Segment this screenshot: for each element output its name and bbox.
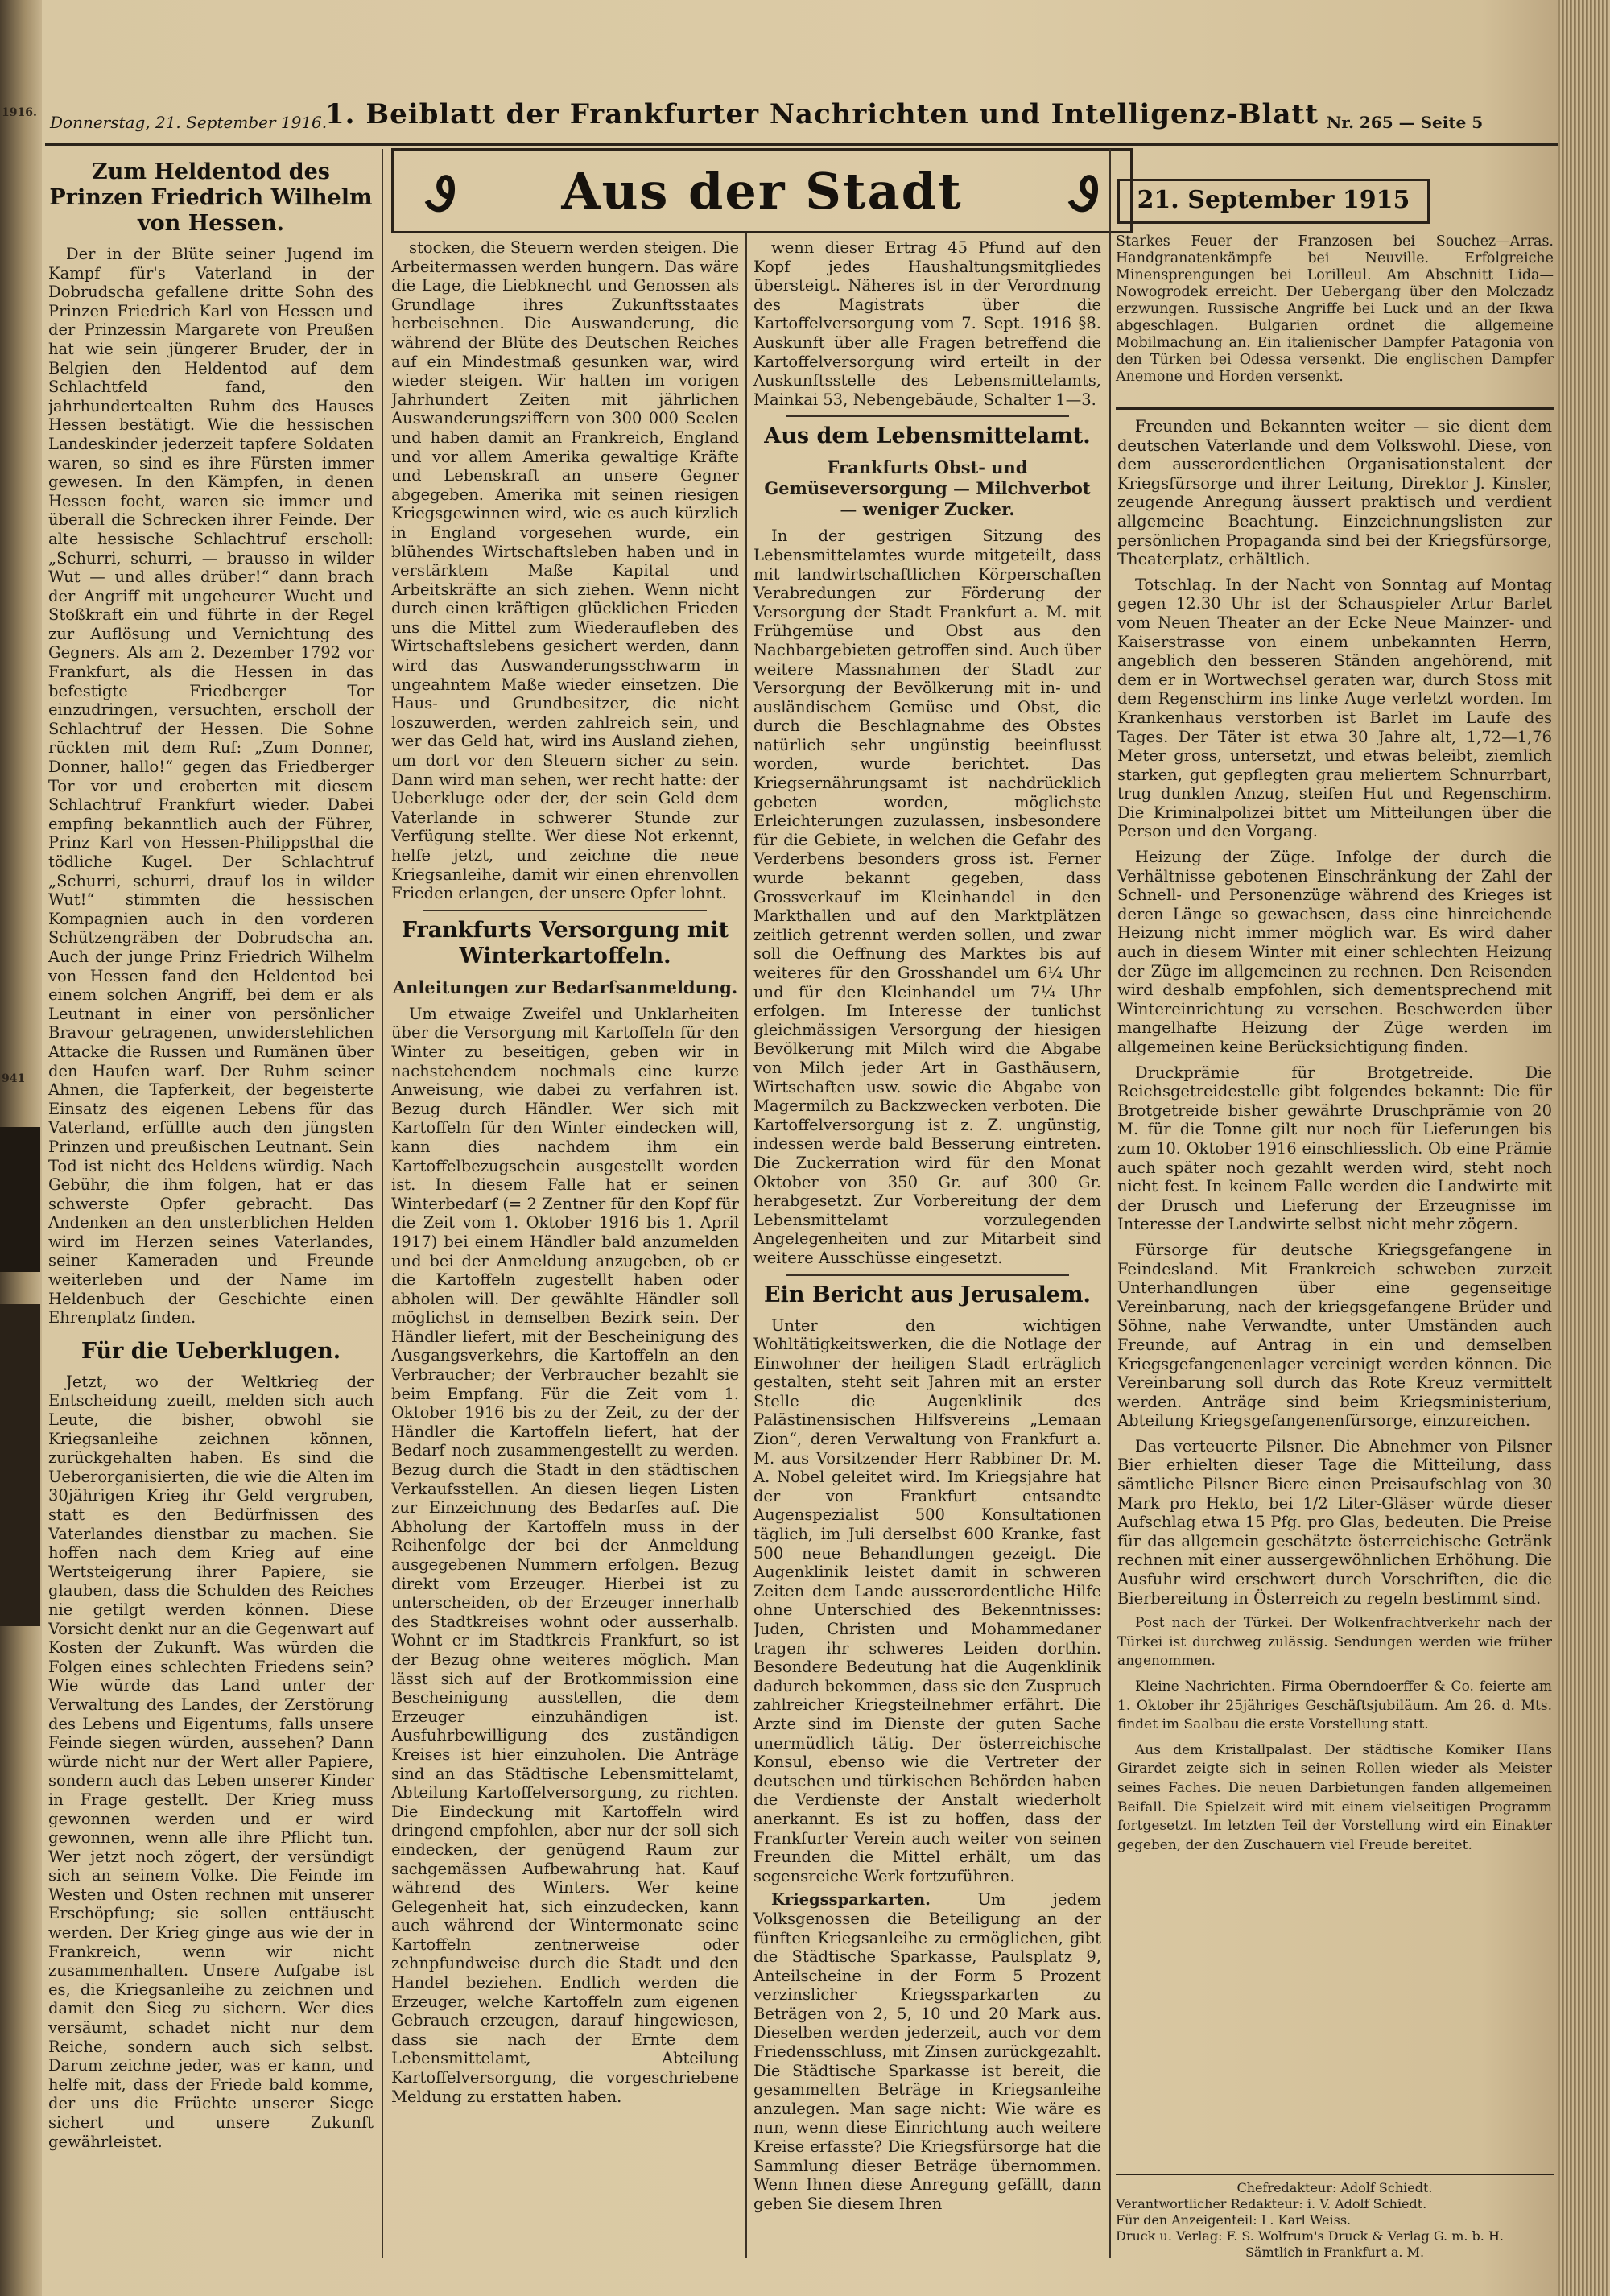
article-body: Um jedem Volksgenossen die Beteiligung an der fünften Kriegsanleihe zu ermöglichen, gibt die Städtische Sparkasse, Paulsplatz 9, Anteilscheine in der Form 5 Prozent verzinslicher Kriegssparkarten zu Beträgen von 2, 5, 10 und 20 Mark aus. Dieselben werden jederzeit, auch vor dem Friedensschluss, mit Zinsen zurückgezahlt. Die Städtische Sparkasse ist bereit, die gesammelten Beträge in Kriegsanleihe anzulegen. Man sage nicht: Wie wäre es nun, wenn diese Einrichtung auch weitere Kreise erfasste? Die Kriegsfürsorge hat die Sammlung dieser Beträge übernommen. Wenn Ihnen diese Anregung gefällt, dann geben Sie diesem Ihren bbox=[753, 1890, 1101, 2213]
edge-ref: 941 bbox=[2, 1072, 26, 1085]
imprint-rule bbox=[1116, 2174, 1554, 2175]
calendar-text: Starkes Feuer der Franzosen bei Souchez—Arras. Handgranatenkämpfe bei Neuville. Erfolgreiche Minensprengungen bei Lorilleul. Am Abschnitt Lida—Nowogrodek erreicht. Der Uebergang über den Molczadz erzwungen. Russische Angriffe bei Luck und an der Ikwa abgeschlagen. Bulgarien ordnet die allgemeine Mobilmachung an. Ein italienischer Dampfer Patagonia von den Türken bei Odessa versenkt. Die englischen Dampfer Anemone und Horden versenkt. bbox=[1116, 233, 1554, 385]
news-item: Fürsorge für deutsche Kriegsgefangene in Feindesland. Mit Frankreich schweben zurzeit Unterhandlungen über eine gegenseitige Vereinbarung, nach der kriegsgefangene Brüder und Söhne, nahe Verwandte, unter Umständen auch Freunde, auf Antrag in ein und demselben Kriegsgefangenenlager vereinigt werden können. Die Vereinbarung soll durch das Rote Kreuz vermittelt werden. Anträge sind beim Kriegsministerium, Abteilung Kriegsgefangenenfürsorge, einzureichen. bbox=[1117, 1240, 1552, 1431]
page-stack-edge bbox=[1558, 0, 1610, 2296]
ornament-icon: Ꮽ bbox=[426, 167, 456, 221]
article-body: Der in der Blüte seiner Jugend im Kampf für's Vaterland in der Dobrudscha gefallene dritte Sohn des Prinzen Friedrich Karl von Hessen und der Prinzessin Margarete von Preußen hat wie sein jüngerer Bruder, der in Belgien den Heldentod auf dem Schlachtfeld fand, den jahrhundertealten Ruhm des Hauses Hessen bestätigt. Wie die hessischen Landeskinder jederzeit tapfere Soldaten waren, so sind es ihre Fürsten immer gewesen. In den Kämpfen, in denen Hessen focht, waren sie immer und überall die Schrecken ihrer Feinde. Der alte hessische Schlachtruf erscholl: „Schurri, schurri, — brausso in wilder Wut — und alles drüber!“ dann brach der Angriff mit ungeheurer Wucht und Stoßkraft ein und führte in der Regel zur Auflösung und Vernichtung des Gegners. Als am 2. Dezember 1792 vor Frankfurt, als die Hessen in das befestigte Friedberger Tor einzudringen, versuchten, erscholl der Schlachtruf der Hessen. Die Sohne rückten mit dem Ruf: „Zum Donner, Donner, hallo!“ gegen das Friedberger Tor vor und eroberten mit diesem Schlachtruf Frankfurt wieder. Dabei empfing bekanntlich auch der Führer, Prinz Karl von Hessen-Philippsthal die tödliche Kugel. Der Schlachtruf „Schurri, schurri, drauf los in wilder Wut!“ stimmten die hessischen Kompagnien auch in den vorderen Schützengräben der Dobrudscha an. Auch der junge Prinz Friedrich Wilhelm von Hessen fand den Heldentod bei einem solchen Angriff, bei dem er als Leutnant in einer von persönlicher Bravour getragenen, unwiderstehlichen Attacke die Russen und Rumänen über den Haufen warf. Der Ruhm seiner Ahnen, die Tapferkeit, der begeisterte Einsatz des eigenen Lebens für das Vaterland, erfüllte auch den jüngsten Prinzen und preußischen Leutnant. Sein Tod ist nicht des Heldens würdig. Nach Gebühr, die ihm folgen, hat er das schwerste Opfer gebracht. Das Andenken an den unsterblichen Helden wird im Herzen seines Vaterlandes, seiner Kameraden und Freunde weiterleben und der Name im Heldenbuch der Geschichte einen Ehrenplatz finden. bbox=[48, 245, 374, 1328]
article-title: Aus dem Lebensmittelamt. bbox=[764, 423, 1091, 449]
imprint-line: Sämtlich in Frankfurt a. M. bbox=[1245, 2244, 1425, 2260]
imprint-line: Druck u. Verlag: F. S. Wolfrum's Druck & Verlag G. m. b. H. bbox=[1116, 2228, 1504, 2244]
calendar-date-box bbox=[1117, 179, 1430, 224]
article-body: stocken, die Steuern werden steigen. Die Arbeitermassen werden hungern. Das wäre die Lage, die Liebknecht und Genossen als Grundlage ihres Zukunftsstaates herbeisehnen. Die Auswanderung, die während der Blüte des Deutschen Reiches auf ein Mindestmaß gesunken war, wird wieder steigen. Wir hatten im vorigen Jahrhundert Zeiten mit jährlichen Auswanderungsziffern von 300 000 Seelen und haben damit an Frankreich, England und vor allem Amerika gewaltige Kräfte und Lebenskraft an unsere Gegner abgegeben. Amerika mit seinen riesigen Kriegsgewinnen wird, wie es auch kürzlich in England vorgesehen wurde, ein blühendes Wirtschaftsleben haben und in verstärktem Maße Kapital und Arbeitskräfte an sich ziehen. Wenn nicht durch einen kräftigen glücklichen Frieden uns die Mittel zum Wiederaufleben des Wirtschaftslebens gesichert werden, dann wird das Auswanderungsschwarm in ungeahntem Maße wieder einsetzen. Die Haus- und Grundbesitzer, die nicht loszuwerden, werden zahlreich sein, und wer das Geld hat, wird ins Ausland ziehen, um dort vor den Steuern sicher zu sein. Dann wird man sehen, wer recht hatte: der Ueberkluge oder der, der sein Geld dem Vaterlande in schwerer Stunde zur Verfügung stellte. Wer diese Not erkennt, helfe jetzt, und zeichne die neue Kriegsanleihe, damit wir einen ehrenvollen Frieden erlangen, der unsere Opfer lohnt. bbox=[391, 238, 739, 903]
edge-dark-block bbox=[0, 1127, 40, 1272]
article-title: Frankfurts Versorgung mit Winterkartoffeln. bbox=[401, 917, 729, 968]
article-body: Um etwaige Zweifel und Unklarheiten über die Versorgung mit Kartoffeln für den Winter zu beseitigen, geben wir in nachstehendem nochmals eine kurze Anweisung, wie dabei zu verfahren ist. Bezug durch Händler. Wer sich mit Kartoffeln für den Winter eindecken will, kann dies nachdem ihm ein Kartoffelbezugschein ausgestellt worden ist. In diesem Falle hat er seinen Winterbedarf (= 2 Zentner für den Kopf für die Zeit vom 1. Oktober 1916 bis 1. April 1917) bei einem Händler bald anzumelden und bei der Anmeldung anzugeben, ob er die Kartoffeln zugestellt haben oder abholen will. Der gewählte Händler soll möglichst in demselben Bezirk sein. Der Händler liefert, mit der Bescheinigung des Ausgangsverkehrs, die Kartoffeln an den Verbraucher; der Verbraucher bezahlt sie beim Empfang. Für die Zeit vom 1. Oktober 1916 bis zu der Zeit, zu der der Händler die Kartoffeln liefert, hat der Bedarf noch zusammengestellt zu werden. Bezug durch die Stadt in den städtischen Verkaufsstellen. An diesen liegen Listen zur Einzeichnung des Bedarfes auf. Die Abholung der Kartoffeln muss in der Reihenfolge der bei der Anmeldung ausgegebenen Nummern erfolgen. Bezug direkt vom Erzeuger. Hierbei ist zu unterscheiden, ob der Erzeuger innerhalb des Stadtkreises wohnt oder ausserhalb. Wohnt er im Stadtkreis Frankfurt, so ist der Bezug ohne weiteres möglich. Man lässt sich auf der Brotkommission eine Bescheinigung ausstellen, die dem Erzeuger einzuhändigen ist. Ausfuhrbewilligung des zuständigen Kreises ist hier einzuholen. Die Anträge sind an das Städtische Lebensmittelamt, Abteilung Kartoffelversorgung, zu richten. Die Eindeckung mit Kartoffeln wird dringend empfohlen, aber nur der soll sich eindecken, der genügend Raum zur sachgemässen Aufbewahrung hat. Kauf während des Winters. Wer keine Gelegenheit hat, sich einzudecken, kann auch während der Wintermonate seine Kartoffeln zentnerweise oder zehnpfundweise durch die Stadt und den Handel beziehen. Endlich werden die Erzeuger, welche Kartoffeln zum eigenen Gebrauch erzeugen, darauf hingewiesen, dass sie nach der Ernte dem Lebensmittelamt, Abteilung Kartoffelversorgung, die vorgeschriebene Meldung zu erstatten haben. bbox=[391, 1004, 739, 2106]
news-item: Kleine Nachrichten. Firma Oberndoerffer & Co. feierte am 1. Oktober ihr 25jähriges Geschäftsjubiläum. Am 26. d. Mts. findet im Saalbau die erste Vorstellung statt. bbox=[1117, 1679, 1552, 1733]
article-subtitle: Anleitungen zur Bedarfsanmeldung. bbox=[392, 977, 738, 997]
article-body: wenn dieser Ertrag 45 Pfund auf den Kopf jedes Haushaltungsmitgliedes übersteigt. Näheres ist in der Verordnung des Magistrats über die Kartoffelversorgung vom 7. Sept. 1916 §8. Auskunft über alle Fragen betreffend die Kartoffelversorgung wird erteilt in der Auskunftsstelle des Lebensmittelamts, Mainkai 53, Nebengebäude, Schalter 1—3. bbox=[753, 238, 1101, 409]
header-title: 1. Beiblatt der Frankfurter Nachrichten und Intelligenz-Blatt bbox=[325, 98, 1319, 130]
article-subtitle: Frankfurts Obst- und Gemüseversorgung — Milchverbot — weniger Zucker. bbox=[764, 457, 1091, 520]
column-rule bbox=[745, 233, 747, 2258]
column-4 bbox=[1117, 417, 1552, 2164]
section-title: Aus der Stadt bbox=[561, 162, 963, 221]
article-title: Kriegssparkarten. bbox=[771, 1890, 931, 1910]
imprint-line: Chefredakteur: Adolf Schiedt. bbox=[1236, 2180, 1433, 2195]
article-body: Jetzt, wo der Weltkrieg der Entscheidung zueilt, melden sich auch Leute, die bisher, obwohl sie Kriegsanleihe zeichnen können, zurückgehalten haben. Es sind die Ueberorganisierten, die wie die Alten im 30jährigen Krieg ihr Geld vergruben, statt es den Bedürfnissen des Vaterlandes dienstbar zu machen. Sie hoffen nach dem Krieg auf eine Wertsteigerung ihrer Papiere, sie glauben, dass die Schulden des Reiches nie getilgt werden können. Diese Vorsicht denkt nur an die Gegenwart auf Kosten der Zukunft. Was würden die Folgen eines schlechten Friedens sein? Wie würde das Land unter der Verwaltung des Landes, der Zerstörung des Lebens und Eigentums, falls unsere Feinde siegen würden, aussehen? Dann würde nicht nur der Wert aller Papiere, sondern auch das Leben unserer Kinder in Frage gestellt. Der Krieg muss gewonnen werden und er wird gewonnen, wenn alle ihre Pflicht tun. Wer jetzt noch zögert, der versündigt sich an seinem Volke. Die Feinde im Westen und Osten rechnen mit unserer Erschöpfung; sie sollen enttäuscht werden. Der Krieg ginge aus wie der in Frankreich, wenn wir nicht zusammenhalten. Unsere Aufgabe ist es, die Kriegsanleihe zu zeichnen und damit den Sieg zu sichern. Wer dies versäumt, schadet nicht nur dem Reiche, sondern auch sich selbst. Darum zeichne jeder, was er kann, und helfe mit, dass der Friede bald komme, der uns die Früchte unserer Siege sichert und unsere Zukunft gewährleistet. bbox=[48, 1372, 374, 2151]
section-banner bbox=[391, 148, 1133, 233]
divider bbox=[786, 1274, 1069, 1276]
header-date: Donnerstag, 21. September 1916. bbox=[50, 113, 328, 132]
ornament-icon: Ꮽ bbox=[1068, 167, 1098, 221]
edge-year: 1916. bbox=[2, 106, 37, 119]
article-body: Freunden und Bekannten weiter — sie dient dem deutschen Vaterlande und dem Volkswohl. Diese, von dem ausserordentlichen Organisationstalent der Kriegsfürsorge und ihrer Leitung, Direktor J. Kinsler, zeugende Anregung äussert praktisch und verdient allgemeine Beachtung. Einzeichnungslisten zur persönlichen Propaganda sind bei der Kriegsfürsorge, Theaterplatz, erhältlich. bbox=[1117, 417, 1552, 569]
calendar-date: 21. September 1915 bbox=[1137, 186, 1410, 214]
article-title: Für die Ueberklugen. bbox=[80, 1338, 341, 1364]
news-item: Druckprämie für Brotgetreide. Die Reichsgetreidestelle gibt folgendes bekannt: Die für Brotgetreide bisher gewährte Druschprämie von 20 M. für die Tonne gilt nur noch für Lieferungen bis zum 10. Oktober 1916 einschliesslich. Ob eine Prämie auch später noch gezahlt werden wird, steht noch nicht fest. In keinem Falle werden die Landwirte mit der Drusch und Lieferung der Erzeugnisse im Interesse der Landwirte selbst nicht mehr zögern. bbox=[1117, 1063, 1552, 1234]
edge-dark-block bbox=[0, 1304, 40, 1626]
divider bbox=[786, 415, 1069, 417]
article-title: Ein Bericht aus Jerusalem. bbox=[764, 1282, 1091, 1307]
news-item: Post nach der Türkei. Der Wolkenfrachtverkehr nach der Türkei ist durchweg zulässig. Sendungen werden wie früher angenommen. bbox=[1117, 1615, 1552, 1670]
imprint-line: Für den Anzeigenteil: L. Karl Weiss. bbox=[1116, 2212, 1352, 2228]
imprint-line: Verantwortlicher Redakteur: i. V. Adolf Schiedt. bbox=[1116, 2196, 1427, 2211]
column-1 bbox=[48, 155, 374, 2264]
column-2 bbox=[391, 238, 739, 2264]
article-body: Unter den wichtigen Wohltätigkeitswerken, die die Notlage der Einwohner der heiligen Stadt erträglich gestalten, steht seit Jahren mit an erster Stelle die Augenklinik des Palästinensischen Hilfsvereins „Lemaan Zion“, deren Verwaltung von Frankfurt a. M. aus Vorsitzender Herr Rabbiner Dr. M. A. Nobel geleitet wird. Im Kriegsjahre hat der von Frankfurt entsandte Augenspezialist 500 Konsultationen täglich, im Juli derselbst 600 Kranke, fast 500 neue Behandlungen gezeigt. Die Augenklinik leistet damit in schweren Zeiten dem Lande ausserordentliche Hilfe ohne Unterschied des Bekenntnisses: Juden, Christen und Mohammedaner tragen ihr schweres Leiden dorthin. Besondere Bedeutung hat die Augenklinik dadurch bekommen, dass sie den Zuspruch zahlreicher Kriegsteilnehmer erfährt. Die Arzte sind im Dienste der guten Sache unermüdlich tätig. Der österreichische Konsul, ebenso wie die Vertreter der deutschen und türkischen Behörden haben die Verdienste der Anstalt wiederholt anerkannt. Es ist zu hoffen, dass der Frankfurter Verein auch weiter von seinen Freunden die Mittel erhält, um das segensreiche Werk fortzuführen. bbox=[753, 1315, 1101, 1885]
news-item: Aus dem Kristallpalast. Der städtische Komiker Hans Girardet zeigte sich in seinen Rollen wieder als Meister seines Faches. Die neuen Darbietungen fanden allgemeinen Beifall. Die Spielzeit wird mit einem vielseitigen Programm fortgesetzt. Im letzten Teil der Vorstellung wird ein Einakter gegeben, der den Zuschauern viel Freude bereitet. bbox=[1117, 1741, 1552, 1853]
column-rule bbox=[382, 149, 383, 2258]
imprint bbox=[1116, 2174, 1554, 2261]
news-item: Das verteuerte Pilsner. Die Abnehmer von Pilsner Bier erhielten dieser Tage die Mitteilung, dass sämtliche Pilsner Biere einen Preisaufschlag von 30 Mark pro Hekto, bei 1/2 Liter-Gläser würde dieser Aufschlag etwa 15 Pfg. pro Glas, bedeuten. Die Preise für das allgemein geschätzte österreichische Getränk rechnen mit einer aussergewöhnlichen Erhöhung. Die Ausfuhr wird erschwert durch Vorschriften, die die Bierbereitung in Österreich zu regeln bestimmt sind. bbox=[1117, 1436, 1552, 1608]
header-issue: Nr. 265 — Seite 5 bbox=[1327, 113, 1484, 132]
article-body: In der gestrigen Sitzung des Lebensmittelamtes wurde mitgeteilt, dass mit landwirtschaftlichen Körperschaften Verabredungen zur Förderung der Versorgung der Stadt Frankfurt a. M. mit Frühgemüse und Obst aus den Nachbargebieten getroffen sind. Auch über weitere Massnahmen der Stadt zur Versorgung der Bevölkerung mit in- und ausländischem Gemüse und Obst, die durch die Beschlagnahme des Obstes natürlich sehr ungünstig beeinflusst worden, wurde berichtet. Das Kriegsernährungsamt ist nachdrücklich gebeten worden, möglichste Erleichterungen zuzulassen, insbesondere für die Gebiete, in welchen die Gefahr des Verderbens besonders gross ist. Ferner wurde bekannt gegeben, dass Grossverkauf im Kleinhandel in den Markthallen und auf den Marktplätzen zeitlich getrennt werden sollen, und zwar soll die Oeffnung des Marktes bis auf weiteres für den Grosshandel um 6¼ Uhr und für den Kleinhandel um 7¼ Uhr erfolgen. Im Interesse der tunlichst gleichmässigen Versorgung der hiesigen Bevölkerung mit Milch wird die Abgabe von Milch jeder Art in Gasthäusern, Wirtschaften usw. sowie die Abgabe von Magermilch zu Backzwecken verboten. Die Kartoffelversorgung ist z. Z. ungünstig, indessen werde bald Besserung eintreten. Die Zuckerration wird für den Monat Oktober von 350 Gr. auf 300 Gr. herabgesetzt. Zur Vorbereitung der dem Lebensmittelamt vorzulegenden Angelegenheiten und zur Mitarbeit sind weitere Ausschüsse eingesetzt. bbox=[753, 527, 1101, 1267]
column-3 bbox=[753, 238, 1101, 2264]
news-item: Totschlag. In der Nacht von Sonntag auf Montag gegen 12.30 Uhr ist der Schauspieler Artur Barlet vom Neuen Theater an der Ecke Neue Mainzer- und Kaiserstrasse von einem unbekannten Herrn, angeblich den besseren Ständen angehörend, mit dem er in Wortwechsel geraten war, durch Stoss mit dem Regenschirm ins linke Auge verletzt worden. Im Krankenhaus verstorben ist Barlet im Laufe des Tages. Der Täter ist etwa 30 Jahre alt, 1,72—1,76 Meter gross, untersetzt, und etwas beleibt, ziemlich starken, gut gepflegten grau meliertem Schnurrbart, trug dunklen Anzug, steifen Hut und Regenschirm. Die Kriminalpolizei bittet um Mitteilungen über die Person und den Vorgang. bbox=[1117, 575, 1552, 841]
column-rule bbox=[1109, 149, 1111, 2258]
divider bbox=[423, 910, 707, 911]
header-rule bbox=[45, 143, 1558, 146]
news-item: Heizung der Züge. Infolge der durch die Verhältnisse gebotenen Einschränkung der Zahl der Schnell- und Personenzüge während des Krieges ist deren Länge so gewachsen, dass eine hinreichende Heizung nicht immer möglich war. Es wird daher auch in diesem Winter mit einer schlechten Heizung der Züge im allgemeinen zu rechnen. Den Reisenden wird deshalb empfohlen, sich dementsprechend mit Wintereinrichtung zu versehen. Beschwerden über mangelhafte Heizung der Züge werden im allgemeinen keine Berücksichtigung finden. bbox=[1117, 848, 1552, 1056]
article-title: Zum Heldentod des Prinzen Friedrich Wilhelm von Hessen. bbox=[49, 159, 373, 236]
calendar-rule bbox=[1116, 407, 1554, 410]
